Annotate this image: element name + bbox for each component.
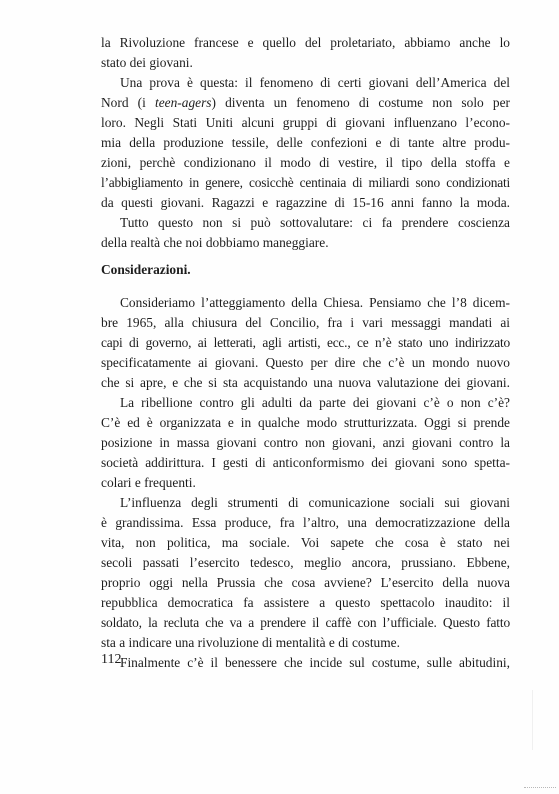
text-line: C’è ed è organizzata e in qualche modo strutturizzata. Oggi si prende (101, 415, 510, 430)
text-fragment: Nord (i (101, 95, 155, 110)
scan-edge-shadow (532, 690, 533, 750)
section-heading: Considerazioni. (101, 262, 191, 277)
text-line: mia della produzione tessile, delle confezioni e di tante altre produ- (101, 135, 510, 150)
text-line: della realtà che noi dobbiamo maneggiare. (101, 235, 329, 250)
text-line: Finalmente c’è il benessere che incide sul costume, sulle abitudini, (120, 655, 510, 670)
text-line: L’influenza degli strumenti di comunicazione sociali sui giovani (120, 495, 510, 510)
text-line: capi di governo, ai letterati, agli artisti, ecc., ce n’è stato uno indirizzato (101, 335, 510, 350)
text-line: la Rivoluzione francese e quello del proletariato, abbiamo anche lo (101, 35, 510, 50)
text-line: vita, non politica, ma sociale. Voi sapete che cosa è stato nei (101, 535, 510, 550)
page-number: 112 (101, 652, 122, 667)
text-line: posizione in massa giovani contro non giovani, anzi giovani contro la (101, 435, 510, 450)
text-line: Tutto questo non si può sottovalutare: ci fa prendere coscienza (120, 215, 510, 230)
text-fragment: ) diventa un fenomeno di costume non solo per (211, 95, 510, 110)
text-line: repubblica democratica fa assistere a questo spettacolo inaudito: il (101, 595, 510, 610)
text-line: colari e frequenti. (101, 475, 196, 490)
text-line: zioni, perchè condizionano il modo di vestire, il tipo della stoffa e (101, 155, 510, 170)
text-block-top (101, 33, 510, 253)
text-line: l’abbigliamento in genere, cosicchè centinaia di miliardi sono condizionati (101, 175, 510, 190)
text-line: specificatamente ai giovani. Questo per dire che c’è un mondo nuovo (101, 355, 510, 370)
text-line: La ribellione contro gli adulti da parte dei giovani c’è o non c’è? (120, 395, 510, 410)
text-line: stato dei giovani. (101, 55, 193, 70)
text-line: società addirittura. I gesti di anticonformismo dei giovani sono spetta- (101, 455, 510, 470)
text-line: da questi giovani. Ragazzi e ragazzine di 15-16 anni fanno la moda. (101, 195, 510, 210)
scan-edge-mark (524, 787, 556, 789)
text-line: soldato, la recluta che va a prendere il caffè con l’ufficiale. Questo fatto (101, 615, 510, 630)
text-line-teen-agers (101, 93, 510, 113)
text-line: che si apre, e che si sta acquistando una nuova valutazione dei giovani. (101, 375, 510, 390)
text-line: è grandissima. Essa produce, fra l’altro, una democratizzazione della (101, 515, 510, 530)
text-line: Consideriamo l’atteggiamento della Chiesa. Pensiamo che l’8 dicem- (120, 295, 510, 310)
text-line: secoli passati l’esercito tedesco, meglio ancora, prussiano. Ebbene, (101, 555, 510, 570)
text-line: loro. Negli Stati Uniti alcuni gruppi di giovani influenzano l’econo- (101, 115, 510, 130)
text-line: bre 1965, alla chiusura del Concilio, fra i vari messaggi mandati ai (101, 315, 510, 330)
italic-term: teen-agers (154, 95, 212, 110)
text-line: proprio oggi nella Prussia che cosa avviene? L’esercito della nuova (101, 575, 510, 590)
text-block-main (101, 293, 510, 673)
text-line: sta a indicare una rivoluzione di mentalità e di costume. (101, 635, 400, 650)
text-line: Una prova è questa: il fenomeno di certi giovani dell’America del (120, 75, 510, 90)
